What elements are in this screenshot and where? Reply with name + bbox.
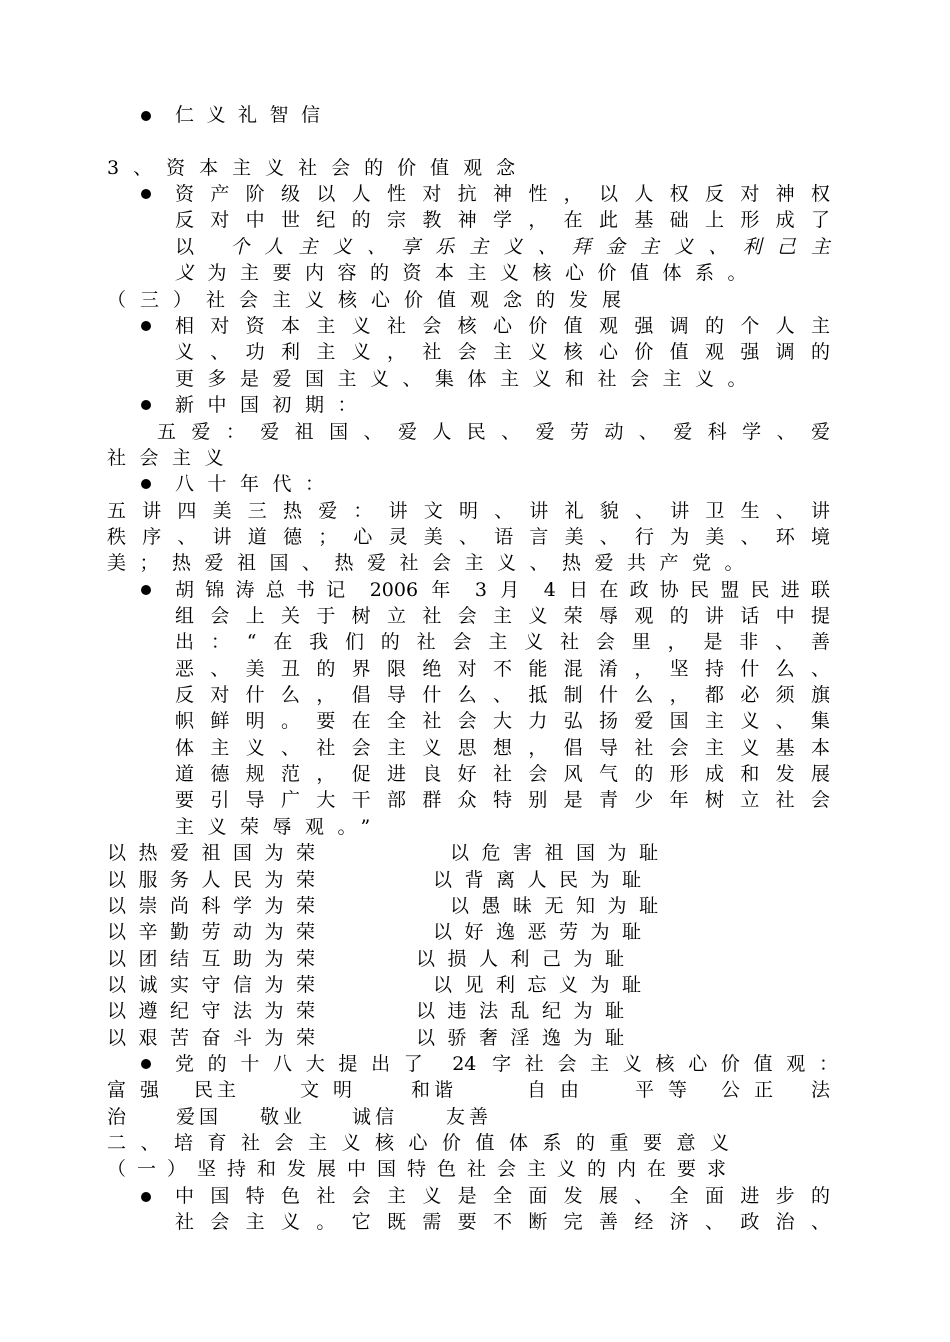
rongru-honor: 以诚实守信为荣 (107, 974, 328, 996)
value-term: 法 (811, 1079, 843, 1101)
list-item: 八十年代： (175, 473, 338, 495)
value-term: 公正 (721, 1079, 788, 1101)
body-text: 主义荣辱观。” (175, 816, 384, 838)
body-text: 反对什么，倡导什么、抵制什么，都必须旗 (175, 684, 830, 706)
rongru-honor: 以热爱祖国为荣 (107, 842, 328, 864)
body-text: 中国特色社会主义是全面发展、全面进步的 (175, 1185, 830, 1207)
body-text: 道德规范，促进良好社会风气的形成和发展 (175, 763, 830, 785)
value-term: 诚信 (352, 1106, 399, 1128)
value-term: 自由 (527, 1079, 594, 1101)
rongru-honor: 以崇尚科学为荣 (107, 895, 328, 917)
body-text: 出：“在我们的社会主义社会里，是非、善 (175, 631, 830, 653)
section-heading: 二、培育社会主义核心价值体系的重要意义 (107, 1132, 744, 1154)
body-text: 秩序、讲道德；心灵美、语言美、行为美、环境 (107, 526, 830, 548)
body-text: 五讲四美三热爱：讲文明、讲礼貌、讲卫生、讲 (107, 500, 830, 522)
rongru-honor: 以团结互助为荣 (107, 948, 328, 970)
value-term: 爱国 (176, 1106, 223, 1128)
body-text: 社会主义 (107, 447, 238, 469)
value-term: 治 (107, 1106, 139, 1128)
rongru-shame: 以损人利己为耻 (416, 948, 637, 970)
value-term: 民主 (194, 1079, 241, 1101)
body-text: 五爱：爱祖国、爱人民、爱劳动、爱科学、爱 (157, 421, 830, 443)
rongru-shame: 以违法乱纪为耻 (416, 1000, 637, 1022)
body-text: 资产阶级以人性对抗神性，以人权反对神权 (175, 183, 830, 205)
body-text: 帜鲜明。要在全社会大力弘扬爱国主义、集 (175, 710, 830, 732)
body-text: 组会上关于树立社会主义荣辱观的讲话中提 (175, 605, 830, 627)
value-term: 和谐 (411, 1079, 458, 1101)
body-text: 社会主义。它既需要不断完善经济、政治、 (175, 1211, 830, 1233)
section-heading: （三）社会主义核心价值观念的发展 (107, 289, 636, 311)
rongru-honor: 以艰苦奋斗为荣 (107, 1027, 328, 1049)
bullet-icon (141, 1192, 151, 1202)
body-text: 以 个人主义、享乐主义、拜金主义、利己主 (175, 236, 830, 258)
body-text: 更多是爱国主义、集体主义和社会主义。 (175, 368, 761, 390)
rongru-shame: 以背离人民为耻 (433, 869, 654, 891)
body-text: 义、功利主义，社会主义核心价值观强调的 (175, 341, 830, 363)
value-term: 文明 (300, 1079, 367, 1101)
body-text: 体主义、社会主义思想，倡导社会主义基本 (175, 737, 830, 759)
bullet-icon (141, 479, 151, 489)
rongru-shame: 以骄奢淫逸为耻 (416, 1027, 637, 1049)
bullet-icon (141, 400, 151, 410)
body-text: 恶、美丑的界限绝对不能混淆，坚持什么、 (175, 658, 830, 680)
rongru-shame: 以危害祖国为耻 (450, 842, 671, 864)
rongru-shame: 以愚昧无知为耻 (450, 895, 671, 917)
body-text: 要引导广大干部群众特别是青少年树立社会 (175, 789, 830, 811)
body-text: 反对中世纪的宗教神学，在此基础上形成了 (175, 209, 830, 231)
rongru-honor: 以辛勤劳动为荣 (107, 921, 328, 943)
section-heading: 3、资本主义社会的价值观念 (107, 157, 530, 179)
rongru-shame: 以见利忘义为耻 (433, 974, 654, 996)
body-text: 义为主要内容的资本主义核心价值体系。 (175, 262, 761, 284)
value-term: 敬业 (260, 1106, 307, 1128)
section-heading: （一）坚持和发展中国特色社会主义的内在要求 (107, 1158, 738, 1180)
rongru-shame: 以好逸恶劳为耻 (433, 921, 654, 943)
rongru-honor: 以遵纪守法为荣 (107, 1000, 328, 1022)
list-item: 党的十八大提出了 24 字社会主义核心价值观： (175, 1053, 838, 1075)
body-text: 相对资本主义社会核心价值观强调的个人主 (175, 315, 830, 337)
value-term: 友善 (446, 1106, 493, 1128)
bullet-icon (141, 189, 151, 199)
bullet-icon (141, 585, 151, 595)
list-item: 仁义礼智信 (175, 104, 333, 126)
body-text: 胡锦涛总书记 2006 年 3 月 4 日在政协民盟民进联 (175, 579, 830, 601)
value-term: 平等 (635, 1079, 702, 1101)
value-term: 富强 (107, 1079, 174, 1101)
list-item: 新中国初期： (175, 394, 371, 416)
bullet-icon (141, 321, 151, 331)
rongru-honor: 以服务人民为荣 (107, 869, 328, 891)
body-text: 美；热爱祖国、热爱社会主义、热爱共产党。 (107, 552, 758, 574)
bullet-icon (141, 1059, 151, 1069)
bullet-icon (141, 111, 151, 121)
